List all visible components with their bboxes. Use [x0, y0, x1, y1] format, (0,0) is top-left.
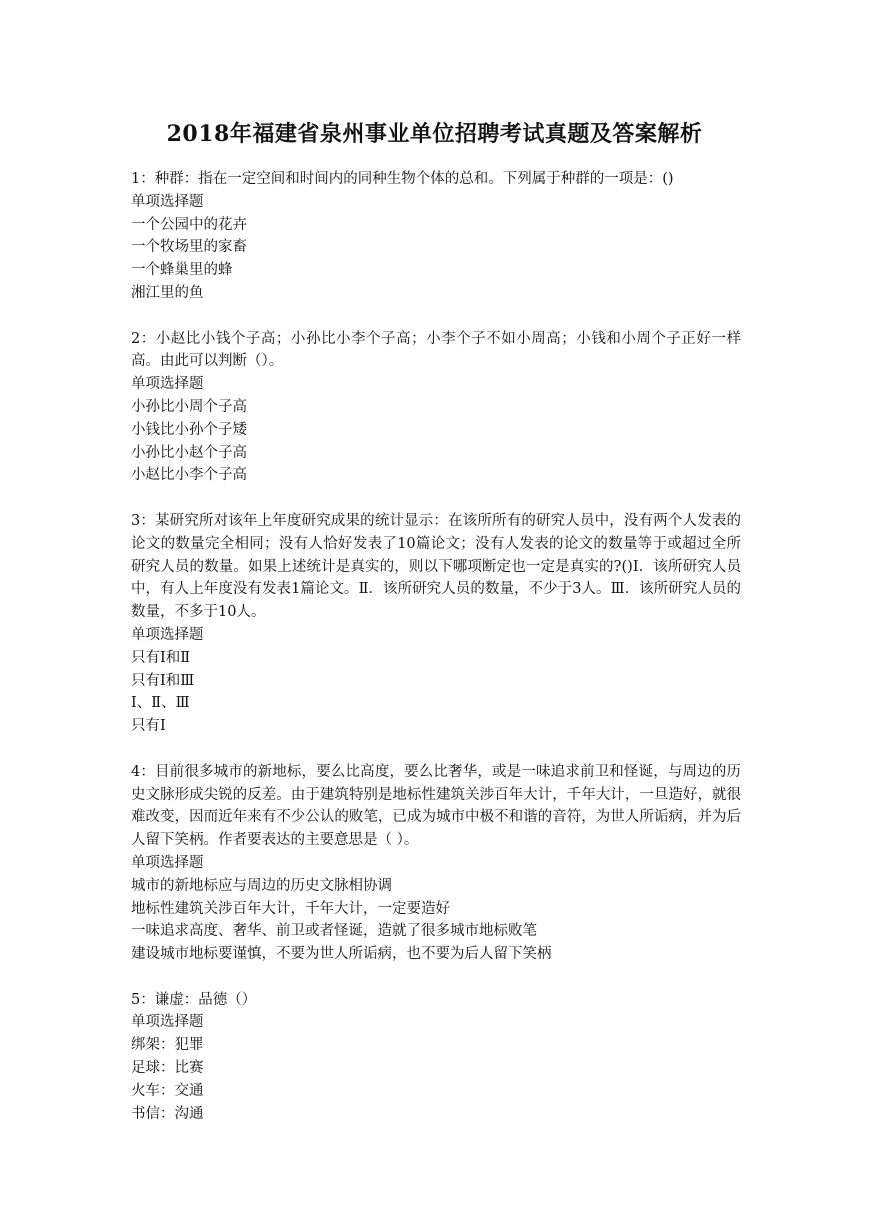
question-stem: 5：谦虚：品德（） [131, 991, 257, 1008]
option-item: 火车：交通 [131, 1082, 204, 1099]
question-type: 单项选择题 [131, 376, 204, 393]
question-4 [131, 761, 741, 966]
option-item: 小钱比小孙个子矮 [131, 421, 247, 438]
document-title: 2018年福建省泉州事业单位招聘考试真题及答案解析 [166, 121, 703, 147]
option-item: Ⅰ、Ⅱ、Ⅲ [131, 695, 190, 712]
option-item: 只有Ⅰ [131, 718, 166, 735]
option-item: 建设城市地标要谨慎，不要为世人所诟病，也不要为后人留下笑柄 [131, 946, 552, 963]
question-stem: 2：小赵比小钱个子高；小孙比小李个子高；小李个子不如小周高；小钱和小周个子正好一样高。由此可以判断（）。 [131, 330, 741, 370]
question-type: 单项选择题 [131, 1014, 204, 1031]
option-item: 小赵比小李个子高 [131, 467, 247, 484]
question-type: 单项选择题 [131, 854, 204, 871]
question-stem: 3：某研究所对该年上年度研究成果的统计显示：在该所所有的研究人员中，没有两个人发表的论文的数量完全相同；没有人恰好发表了10篇论文；没有人发表的论文的数量等于或超过全所研究人员的数量。如果上述统计是真实的，则以下哪项断定也一定是真实的?()Ⅰ．该所研究人员中，有人上年度没有发表1篇论文。Ⅱ．该所研究人员的数量，不少于3人。Ⅲ．该所研究人员的数量，不多于10人。 [131, 512, 741, 621]
question-type: 单项选择题 [131, 626, 204, 643]
option-item: 足球：比赛 [131, 1060, 204, 1077]
option-item: 小孙比小周个子高 [131, 398, 247, 415]
option-item: 一个公园中的花卉 [131, 216, 247, 233]
question-2 [131, 328, 741, 488]
question-type: 单项选择题 [131, 193, 204, 210]
option-item: 地标性建筑关涉百年大计，千年大计，一定要造好 [131, 900, 450, 917]
question-5 [131, 989, 741, 1126]
question-stem: 1：种群：指在一定空间和时间内的同种生物个体的总和。下列属于种群的一项是：() [131, 171, 674, 187]
option-item: 小孙比小赵个子高 [131, 444, 247, 461]
option-item: 绑架：犯罪 [131, 1037, 204, 1054]
question-1 [131, 168, 741, 305]
option-item: 城市的新地标应与周边的历史文脉相协调 [131, 877, 392, 894]
option-item: 只有Ⅰ和Ⅱ [131, 649, 191, 666]
option-item: 一个牧场里的家畜 [131, 239, 247, 256]
option-item: 一味追求高度、奢华、前卫或者怪诞，造就了很多城市地标败笔 [131, 923, 537, 940]
option-item: 湘江里的鱼 [131, 284, 204, 301]
option-item: 书信：沟通 [131, 1105, 204, 1122]
question-stem: 4：目前很多城市的新地标，要么比高度，要么比奢华，或是一味追求前卫和怪诞，与周边的历史文脉形成尖锐的反差。由于建筑特别是地标性建筑关涉百年大计，千年大计，一旦造好，就很难改变，因而近年来有不少公认的败笔，已成为城市中极不和谐的音符，为世人所诟病，并为后人留下笑柄。作者要表达的主要意思是（ ）。 [131, 763, 741, 849]
option-item: 一个蜂巢里的蜂 [131, 262, 233, 279]
option-item: 只有Ⅰ和Ⅲ [131, 672, 195, 689]
question-3 [131, 510, 741, 738]
question-list [131, 168, 741, 1148]
